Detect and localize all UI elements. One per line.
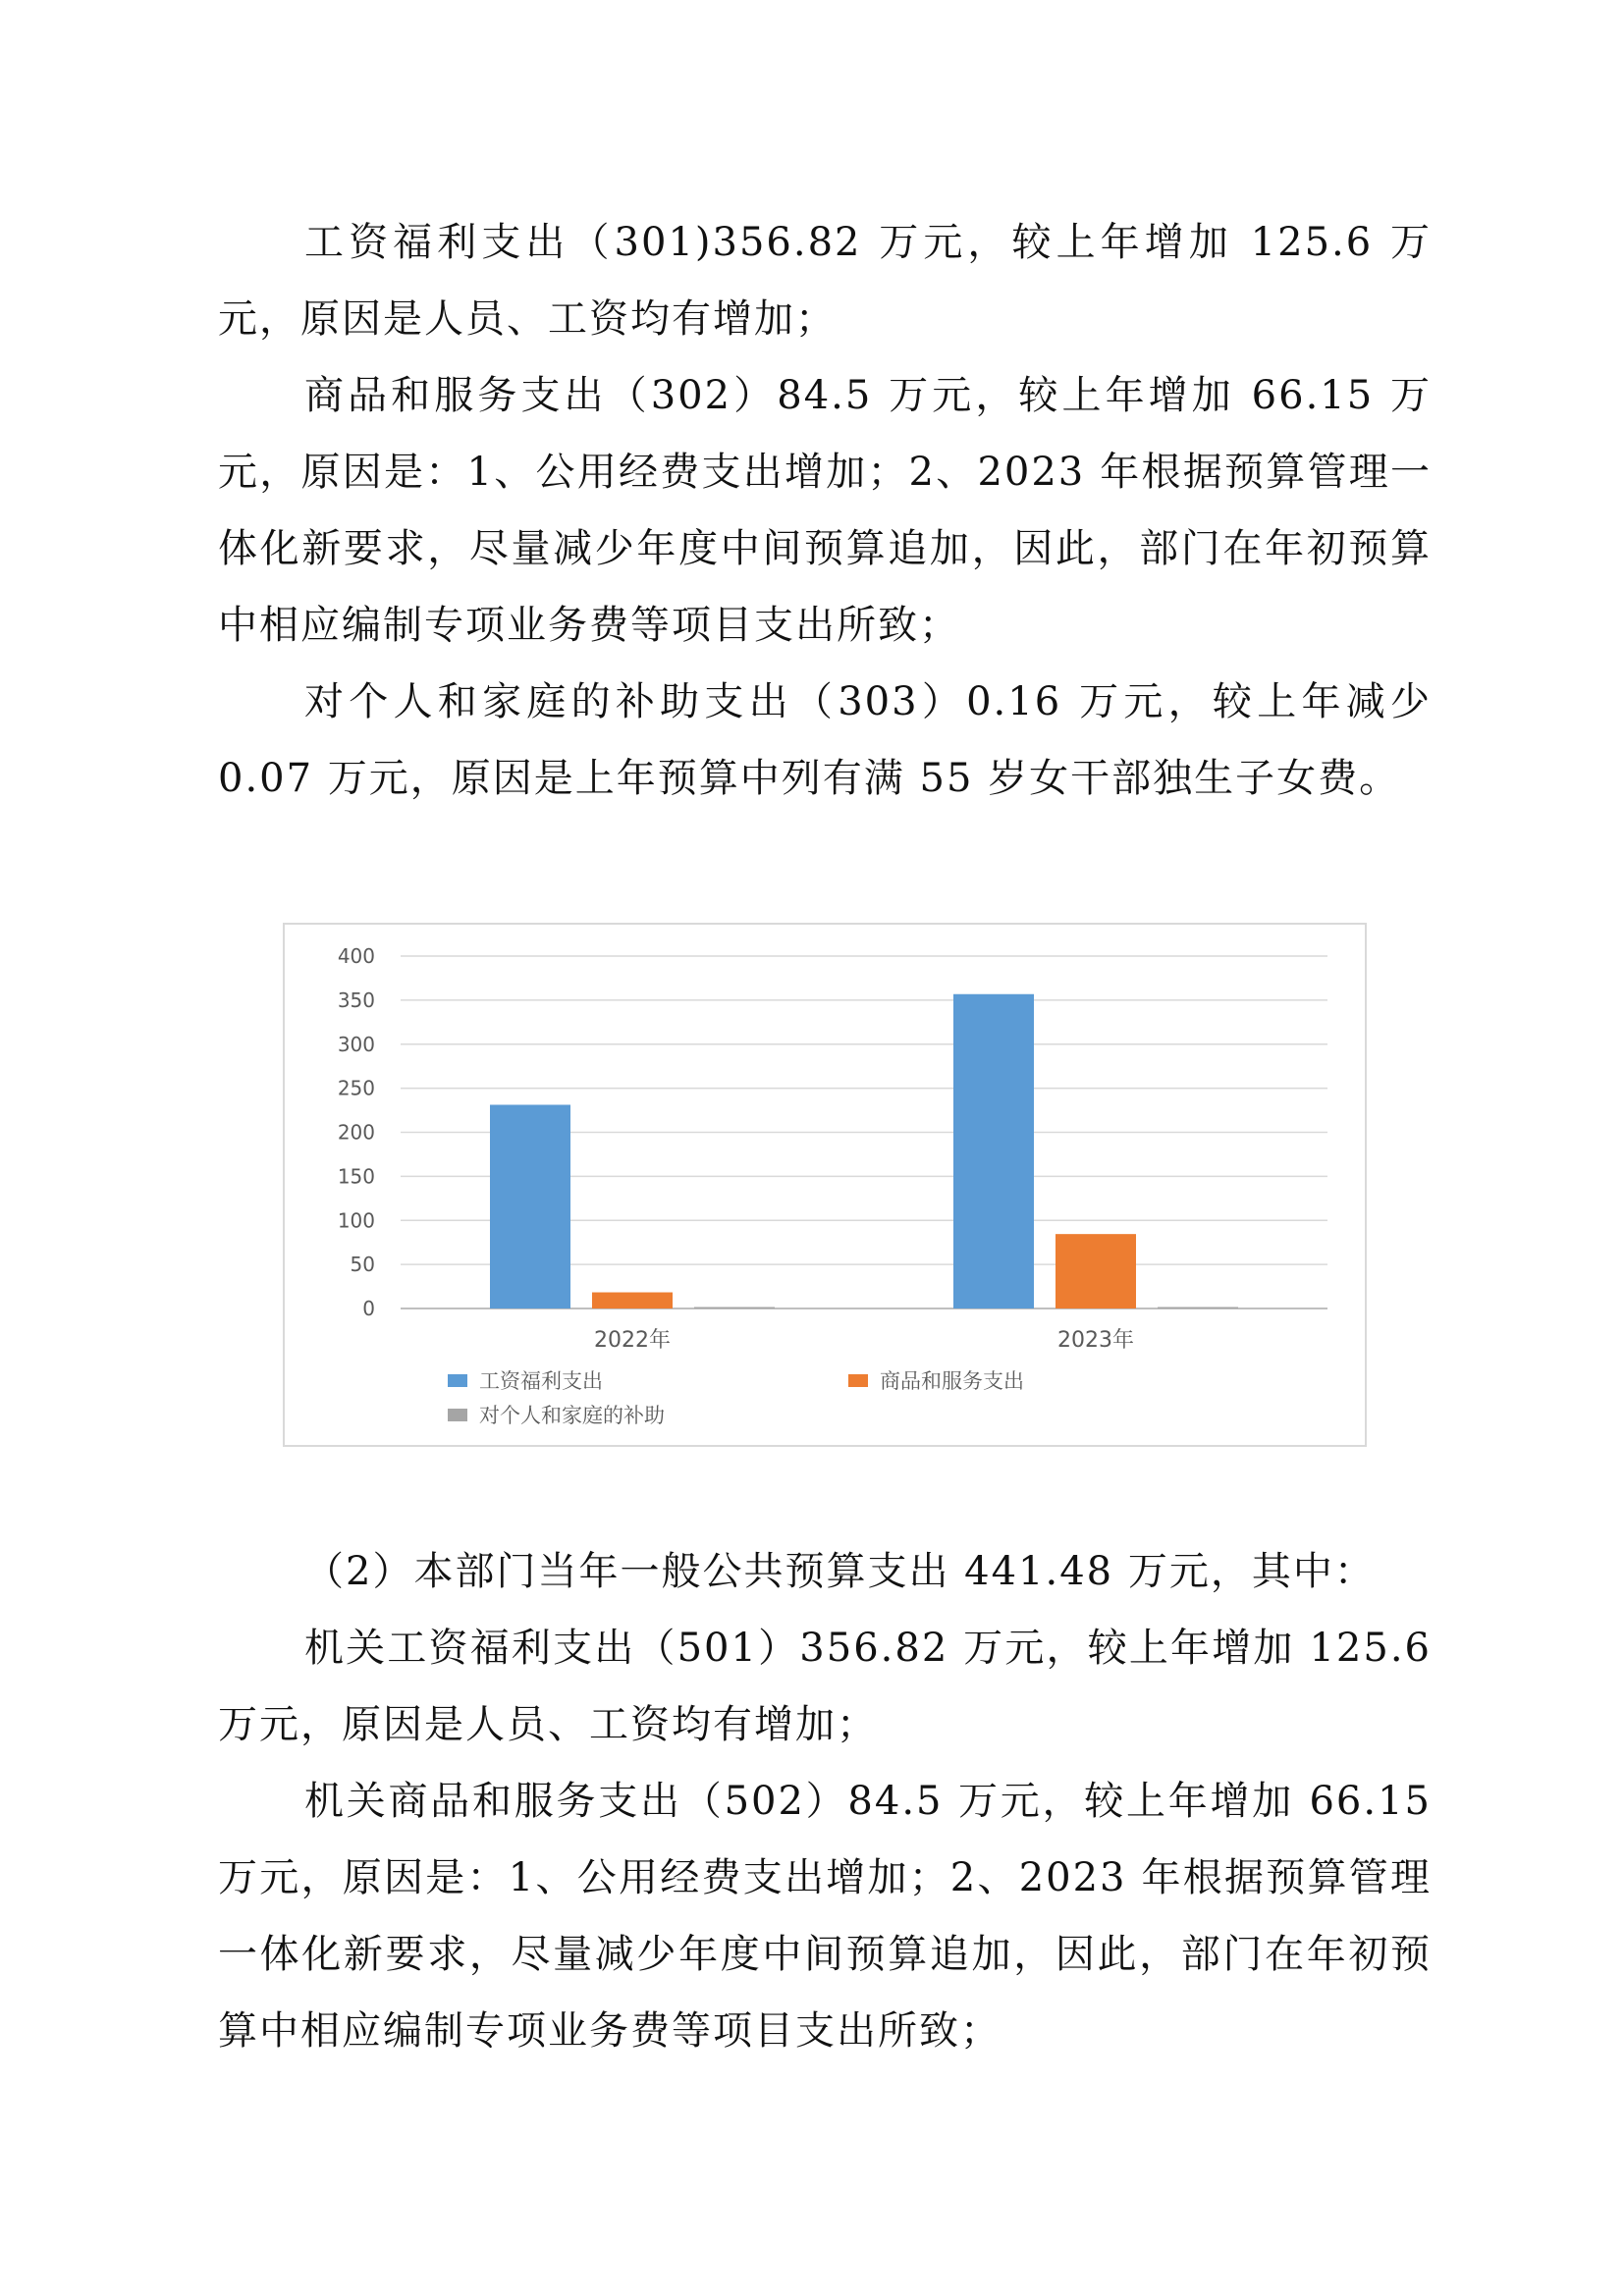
y-tick-label: 350 — [337, 988, 375, 1012]
legend-swatch — [448, 1409, 467, 1421]
y-tick-label: 400 — [337, 944, 375, 968]
expense-bar-chart — [283, 923, 1367, 1447]
y-tick-label: 250 — [337, 1076, 375, 1100]
bar-2-cat-2 — [1056, 1234, 1136, 1308]
paragraph-goods-services-502: 机关商品和服务支出（502）84.5 万元，较上年增加 66.15 万元，原因是：1、公用经费支出增加；2、2023 年根据预算管理一体化新要求，尽量减少年度中间预算追加，因此，部门在年初预算中相应编制专项业务费等项目支出所致； — [218, 1779, 1432, 2054]
bar-1-cat-1 — [490, 1104, 570, 1308]
legend-swatch — [448, 1374, 467, 1387]
paragraph-wage-expense-301: 工资福利支出（301)356.82 万元，较上年增加 125.6 万元，原因是人员、工资均有增加； — [218, 220, 1432, 342]
legend-label: 对个人和家庭的补助 — [479, 1404, 665, 1427]
bar-3-cat-2 — [1158, 1308, 1238, 1309]
x-category-label: 2023年 — [1057, 1328, 1134, 1353]
paragraph-wage-expense-501: 机关工资福利支出（501）356.82 万元，较上年增加 125.6 万元，原因是人员、工资均有增加； — [218, 1626, 1432, 1747]
paragraph-household-subsidy-303: 对个人和家庭的补助支出（303）0.16 万元，较上年减少 0.07 万元，原因是上年预算中列有满 55 岁女干部独生子女费。 — [218, 679, 1432, 801]
y-tick-label: 0 — [362, 1297, 375, 1320]
bar-3-cat-1 — [694, 1308, 775, 1309]
bar-2-cat-1 — [592, 1293, 673, 1308]
y-tick-label: 100 — [337, 1208, 375, 1233]
y-tick-label: 200 — [337, 1120, 375, 1145]
legend-swatch — [848, 1374, 868, 1387]
paragraph-goods-services-302: 商品和服务支出（302）84.5 万元，较上年增加 66.15 万元，原因是：1、公用经费支出增加；2、2023 年根据预算管理一体化新要求，尽量减少年度中间预算追加，因此，部门在年初预算中相应编制专项业务费等项目支出所致； — [218, 373, 1432, 648]
y-tick-label: 150 — [337, 1164, 375, 1189]
y-tick-label: 50 — [350, 1253, 375, 1277]
chart-canvas — [285, 925, 1369, 1449]
paragraph-general-budget-total: （2）本部门当年一般公共预算支出 441.48 万元，其中： — [304, 1549, 1376, 1594]
x-category-label: 2022年 — [594, 1328, 671, 1353]
y-tick-label: 300 — [337, 1032, 375, 1056]
legend-label: 商品和服务支出 — [880, 1369, 1024, 1393]
bar-1-cat-2 — [953, 994, 1034, 1308]
legend-label: 工资福利支出 — [479, 1369, 603, 1393]
